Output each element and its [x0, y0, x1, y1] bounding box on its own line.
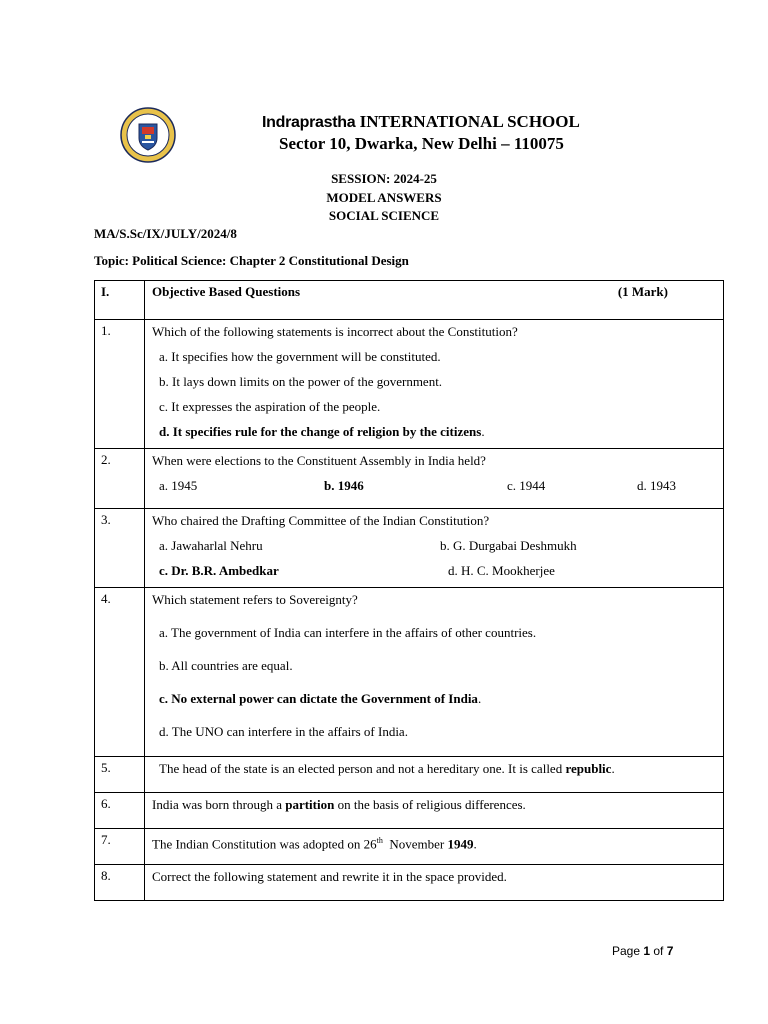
question-number: 3. — [95, 509, 145, 588]
option-c: c. It expresses the aspiration of the people. — [159, 399, 381, 414]
answer-text: 1949 — [447, 836, 474, 852]
section-number: I. — [95, 281, 145, 320]
options-row — [152, 537, 717, 562]
option-b: b. It lays down limits on the power of the government. — [159, 374, 443, 389]
question-cell — [145, 509, 724, 588]
table-row — [95, 281, 724, 320]
table-row — [95, 509, 724, 588]
option-a: a. Jawaharlal Nehru — [159, 538, 263, 553]
question-number: 1. — [95, 320, 145, 449]
punctuation: . — [481, 424, 485, 439]
options-row — [152, 477, 717, 502]
option-d: d. H. C. Mookherjee — [448, 563, 555, 578]
table-row — [95, 757, 724, 793]
school-brand: Indraprastha — [262, 114, 356, 131]
document-code: MA/S.Sc/IX/JULY/2024/8 — [94, 226, 237, 241]
statement: The Indian Constitution was adopted on 26 — [152, 836, 377, 852]
current-page: 1 — [643, 944, 651, 958]
question-cell — [145, 757, 724, 793]
question-text: Which statement refers to Sovereignty? — [152, 592, 358, 607]
answer-text: c. No external power can dictate the Government of India — [159, 691, 478, 706]
question-number: 6. — [95, 793, 145, 829]
option-a: a. 1945 — [159, 478, 198, 493]
question-text: Who chaired the Drafting Committee of the Indian Constitution? — [152, 513, 490, 528]
question-cell — [145, 320, 724, 449]
statement-mid: November — [382, 836, 448, 852]
punctuation: . — [473, 836, 477, 852]
question-number: 4. — [95, 588, 145, 757]
punctuation: . — [477, 691, 482, 706]
table-row — [95, 588, 724, 757]
session-label: SESSION: 2024-25 — [331, 171, 437, 186]
section-title: Objective Based Questions — [152, 284, 301, 299]
punctuation: . — [611, 761, 615, 776]
questions-table — [94, 280, 724, 901]
statement-text — [152, 832, 717, 857]
question-number: 2. — [95, 449, 145, 509]
ordinal-suffix: th — [376, 836, 383, 845]
question-cell — [145, 793, 724, 829]
total-pages: 7 — [666, 944, 674, 958]
table-row — [95, 829, 724, 865]
option-c-answer — [152, 690, 717, 723]
answer-text: partition — [285, 797, 335, 812]
option-d-answer — [152, 423, 717, 448]
option-a: a. The government of India can interfere in the affairs of other countries. — [159, 625, 537, 640]
page-label: Page — [612, 944, 644, 958]
table-row — [95, 865, 724, 901]
statement-text — [159, 760, 717, 785]
question-text: Correct the following statement and rewrite it in the space provided. — [152, 869, 507, 884]
section-header — [145, 281, 724, 320]
question-cell — [145, 588, 724, 757]
question-text: When were elections to the Constituent Assembly in India held? — [152, 453, 486, 468]
question-number: 7. — [95, 829, 145, 865]
section-marks: (1 Mark) — [617, 284, 668, 299]
table-row — [95, 320, 724, 449]
school-name — [262, 112, 580, 132]
option-d: d. The UNO can interfere in the affairs of India. — [159, 724, 408, 739]
table-row — [95, 793, 724, 829]
subject-title: SOCIAL SCIENCE — [328, 208, 440, 223]
table-row — [95, 449, 724, 509]
option-d: d. 1943 — [637, 478, 676, 493]
question-cell — [145, 865, 724, 901]
option-b-answer: b. 1946 — [324, 478, 364, 493]
question-cell — [145, 449, 724, 509]
statement: India was born through a — [152, 797, 286, 812]
option-c: c. 1944 — [507, 478, 546, 493]
option-b: b. All countries are equal. — [159, 658, 293, 673]
question-number: 5. — [95, 757, 145, 793]
option-b: b. G. Durgabai Deshmukh — [440, 538, 577, 553]
topic-line: Topic: Political Science: Chapter 2 Constitutional Design — [94, 253, 409, 268]
option-a: a. It specifies how the government will be constituted. — [159, 349, 441, 364]
page-of: of — [650, 944, 667, 958]
options-row — [152, 562, 717, 587]
school-address: Sector 10, Dwarka, New Delhi – 110075 — [279, 134, 564, 153]
answer-text: republic — [565, 761, 612, 776]
question-text: Which of the following statements is incorrect about the Constitution? — [152, 324, 518, 339]
question-cell — [145, 829, 724, 865]
statement-tail: on the basis of religious differences. — [334, 797, 526, 812]
page-number — [612, 944, 673, 958]
school-logo — [120, 107, 176, 163]
answer-text: d. It specifies rule for the change of religion by the citizens — [159, 424, 482, 439]
school-suffix: INTERNATIONAL SCHOOL — [355, 112, 580, 131]
document-type: MODEL ANSWERS — [326, 190, 442, 205]
question-number: 8. — [95, 865, 145, 901]
statement: The head of the state is an elected person and not a hereditary one. It is called — [159, 761, 566, 776]
option-c-answer: c. Dr. B.R. Ambedkar — [159, 563, 279, 578]
statement-text — [152, 796, 717, 821]
